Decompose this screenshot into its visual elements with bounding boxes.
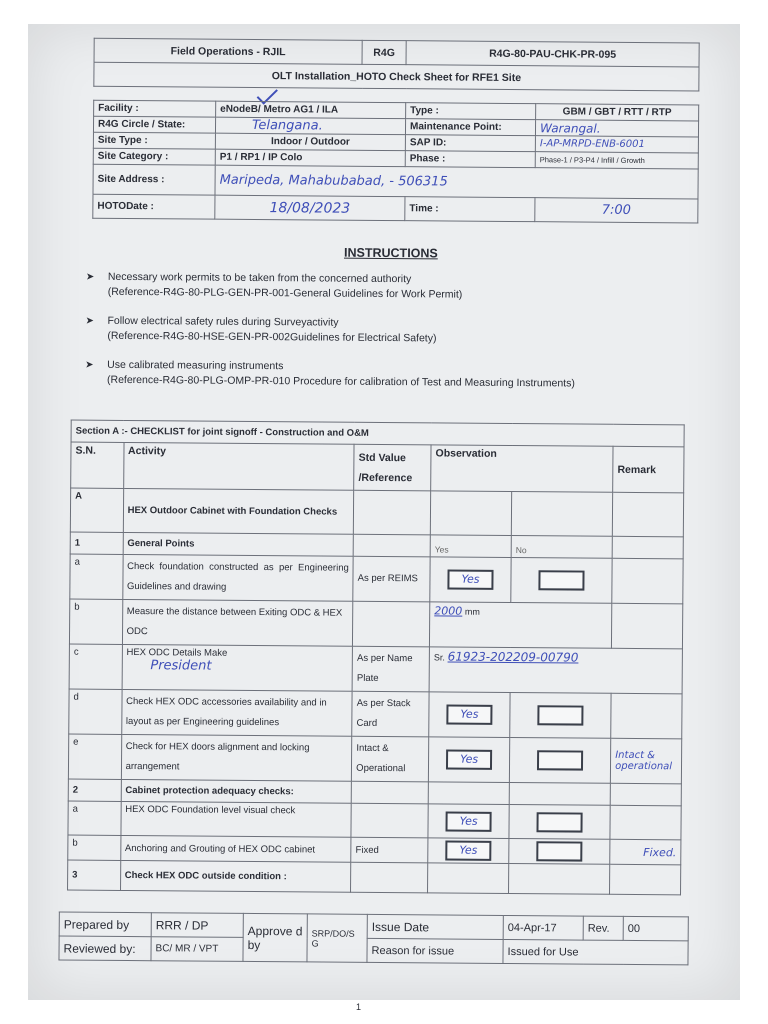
col-observation-header: Observation xyxy=(431,445,613,492)
site-type-label: Site Type : xyxy=(93,132,215,149)
col-remark-header: Remark xyxy=(613,446,684,493)
reviewed-value: BC/ MR / VPT xyxy=(151,937,243,962)
no-checkbox[interactable] xyxy=(537,750,583,770)
make-value: President xyxy=(150,658,212,674)
header-doc-code: R4G-80-PAU-CHK-PR-095 xyxy=(406,41,699,67)
site-info-table xyxy=(92,100,699,224)
row-sn: A xyxy=(70,488,123,532)
rev-label: Rev. xyxy=(583,916,623,940)
row-remark: Intact & operational xyxy=(611,738,682,784)
phase-label: Phase : xyxy=(405,151,535,168)
empty-cell xyxy=(353,601,430,647)
facility-value: eNodeB/ Metro AG1 / ILA xyxy=(216,101,406,118)
empty-cell xyxy=(612,492,683,537)
row-activity: Check for HEX doors alignment and locking arrangement xyxy=(121,734,352,781)
row-sn: 3 xyxy=(68,860,121,890)
instruction-item xyxy=(82,270,662,305)
type-value: GBM / GBT / RTT / RTP xyxy=(536,104,699,121)
no-column-label: No xyxy=(511,536,612,559)
row-activity: Check HEX ODC accessories availability and in layout as per Engineering guidelines xyxy=(121,689,352,736)
instruction-item xyxy=(81,358,661,393)
no-checkbox[interactable] xyxy=(537,705,583,725)
instructions-title: INSTRUCTIONS xyxy=(343,245,438,261)
no-checkbox[interactable] xyxy=(538,570,584,590)
arrow-bullet-icon: ➤ xyxy=(85,271,95,283)
sap-value: I-AP-MRPD-ENB-6001 xyxy=(535,136,698,153)
prepared-value: RRR / DP xyxy=(151,913,243,938)
footer-table xyxy=(58,911,688,965)
col-std-header: Std Value /Reference xyxy=(354,444,431,491)
category-value: P1 / RP1 / IP Colo xyxy=(215,149,405,166)
row-remark: Fixed. xyxy=(610,839,681,865)
row-sn: 2 xyxy=(68,779,121,801)
issue-date-label: Issue Date xyxy=(367,914,503,939)
section-title: Section A :- CHECKLIST for joint signoff - Construction and O&M xyxy=(71,420,684,447)
header-title: OLT Installation_HOTO Check Sheet for RFE1 Site xyxy=(94,62,699,91)
row-sn: a xyxy=(70,554,123,599)
time-label: Time : xyxy=(405,197,535,222)
address-label: Site Address : xyxy=(93,164,215,195)
yes-checkbox[interactable]: Yes xyxy=(447,570,493,590)
empty-cell xyxy=(353,534,430,557)
row-std: As per Name Plate xyxy=(352,646,429,692)
row-activity: Anchoring and Grouting of HEX ODC cabinet xyxy=(120,835,351,862)
row-sn: c xyxy=(69,644,122,689)
instruction-reference: (Reference-R4G-80-HSE-GEN-PR-002Guidelines for Electrical Safety) xyxy=(107,329,437,345)
rev-value: 00 xyxy=(623,916,688,941)
empty-cell xyxy=(612,603,683,649)
sap-label: SAP ID: xyxy=(405,135,535,152)
row-sn: b xyxy=(69,599,122,644)
phase-value: Phase-1 / P3-P4 / Infill / Growth xyxy=(535,152,698,169)
distance-observation-cell xyxy=(430,602,612,648)
col-activity-header: Activity xyxy=(123,442,354,490)
site-type-value: Indoor / Outdoor xyxy=(215,133,405,150)
row-sn: d xyxy=(69,689,122,734)
row-activity: HEX ODC Foundation level visual check xyxy=(121,801,352,837)
reason-label: Reason for issue xyxy=(367,938,503,963)
maintenance-value: Warangal. xyxy=(535,120,698,137)
prepared-label: Prepared by xyxy=(59,912,151,937)
empty-cell xyxy=(611,693,682,739)
row-std: As per REIMS xyxy=(353,556,430,602)
facility-label: Facility : xyxy=(94,100,216,117)
row-sn: 1 xyxy=(70,532,123,554)
approved-label: Approve d by xyxy=(243,913,307,962)
empty-cell xyxy=(610,864,681,895)
circle-label: R4G Circle / State: xyxy=(93,116,215,133)
empty-cell xyxy=(509,863,610,894)
no-checkbox[interactable] xyxy=(536,841,582,861)
document-content xyxy=(28,24,740,1000)
instruction-text: Use calibrated measuring instruments xyxy=(107,358,284,373)
time-value: 7:00 xyxy=(535,198,698,223)
empty-cell xyxy=(428,863,509,894)
reason-value: Issued for Use xyxy=(503,939,688,964)
distance-value: 2000 xyxy=(434,604,463,618)
empty-cell xyxy=(354,490,431,535)
serial-label: Sr. xyxy=(433,652,446,663)
document-sheet xyxy=(28,24,740,1000)
empty-cell xyxy=(610,783,681,806)
yes-checkbox[interactable]: Yes xyxy=(446,811,492,831)
empty-cell xyxy=(351,862,428,893)
approved-value: SRP/DO/S G xyxy=(307,914,367,962)
hoto-value: 18/08/2023 xyxy=(215,195,405,220)
row-activity: General Points xyxy=(123,532,354,556)
empty-cell xyxy=(610,805,681,840)
empty-cell xyxy=(612,558,683,604)
empty-cell xyxy=(612,536,683,559)
reviewed-label: Reviewed by: xyxy=(59,936,151,961)
address-value: Maripeda, Mahabubabad, - 506315 xyxy=(215,165,698,199)
instruction-text: Necessary work permits to be taken from the concerned authority xyxy=(107,270,412,286)
empty-cell xyxy=(511,492,612,537)
instruction-reference: (Reference-R4G-80-PLG-OMP-PR-010 Procedure for calibration of Test and Measuring Instruments) xyxy=(106,373,575,390)
instruction-reference: (Reference-R4G-80-PLG-GEN-PR-001-General Guidelines for Work Permit) xyxy=(107,285,463,301)
row-activity: Check foundation constructed as per Engineering Guidelines and drawing xyxy=(122,554,353,601)
maintenance-label: Maintenance Point: xyxy=(405,119,535,136)
empty-cell xyxy=(351,803,428,838)
empty-cell xyxy=(428,782,509,805)
yes-column-label: Yes xyxy=(430,535,511,558)
page-number: 1 xyxy=(356,1002,362,1012)
arrow-bullet-icon: ➤ xyxy=(85,315,94,327)
row-std: Fixed xyxy=(351,837,428,863)
category-label: Site Category : xyxy=(93,148,215,165)
yes-checkbox[interactable]: Yes xyxy=(446,749,492,769)
empty-cell xyxy=(430,491,511,536)
no-checkbox[interactable] xyxy=(537,812,583,832)
row-activity: Cabinet protection adequacy checks: xyxy=(121,779,352,803)
empty-cell xyxy=(509,782,610,805)
instructions-list xyxy=(81,270,662,407)
row-activity: Measure the distance between Exiting ODC & HEX ODC xyxy=(122,599,353,646)
serial-cell xyxy=(429,647,682,694)
checklist-table xyxy=(67,420,685,896)
instruction-text: Follow electrical safety rules during Surveyactivity xyxy=(107,314,339,329)
yes-checkbox[interactable]: Yes xyxy=(446,704,492,724)
header-code-short: R4G xyxy=(362,40,406,64)
row-sn: e xyxy=(68,734,121,779)
type-label: Type : xyxy=(406,103,536,120)
empty-cell xyxy=(351,781,428,804)
row-activity: HEX ODC Details Make xyxy=(126,646,228,659)
serial-value: 61923-202209-00790 xyxy=(447,649,579,665)
hoto-label: HOTODate : xyxy=(93,194,215,219)
row-activity: HEX Outdoor Cabinet with Foundation Checks xyxy=(123,488,354,534)
yes-checkbox[interactable]: Yes xyxy=(445,840,491,860)
distance-unit: mm xyxy=(464,606,480,617)
row-std: Intact & Operational xyxy=(352,736,429,782)
col-sn-header: S.N. xyxy=(71,442,124,488)
header-table xyxy=(93,38,699,92)
row-activity: Check HEX ODC outside condition : xyxy=(120,860,351,892)
issue-date-value: 04-Apr-17 xyxy=(503,915,583,940)
header-org: Field Operations - RJIL xyxy=(94,38,362,64)
row-sn: b xyxy=(68,835,121,860)
make-activity-cell xyxy=(122,644,353,691)
row-sn: a xyxy=(68,801,121,835)
row-std: As per Stack Card xyxy=(352,691,429,737)
circle-value: Telangana. xyxy=(215,117,405,134)
arrow-bullet-icon: ➤ xyxy=(85,359,94,371)
instruction-item xyxy=(81,314,661,349)
